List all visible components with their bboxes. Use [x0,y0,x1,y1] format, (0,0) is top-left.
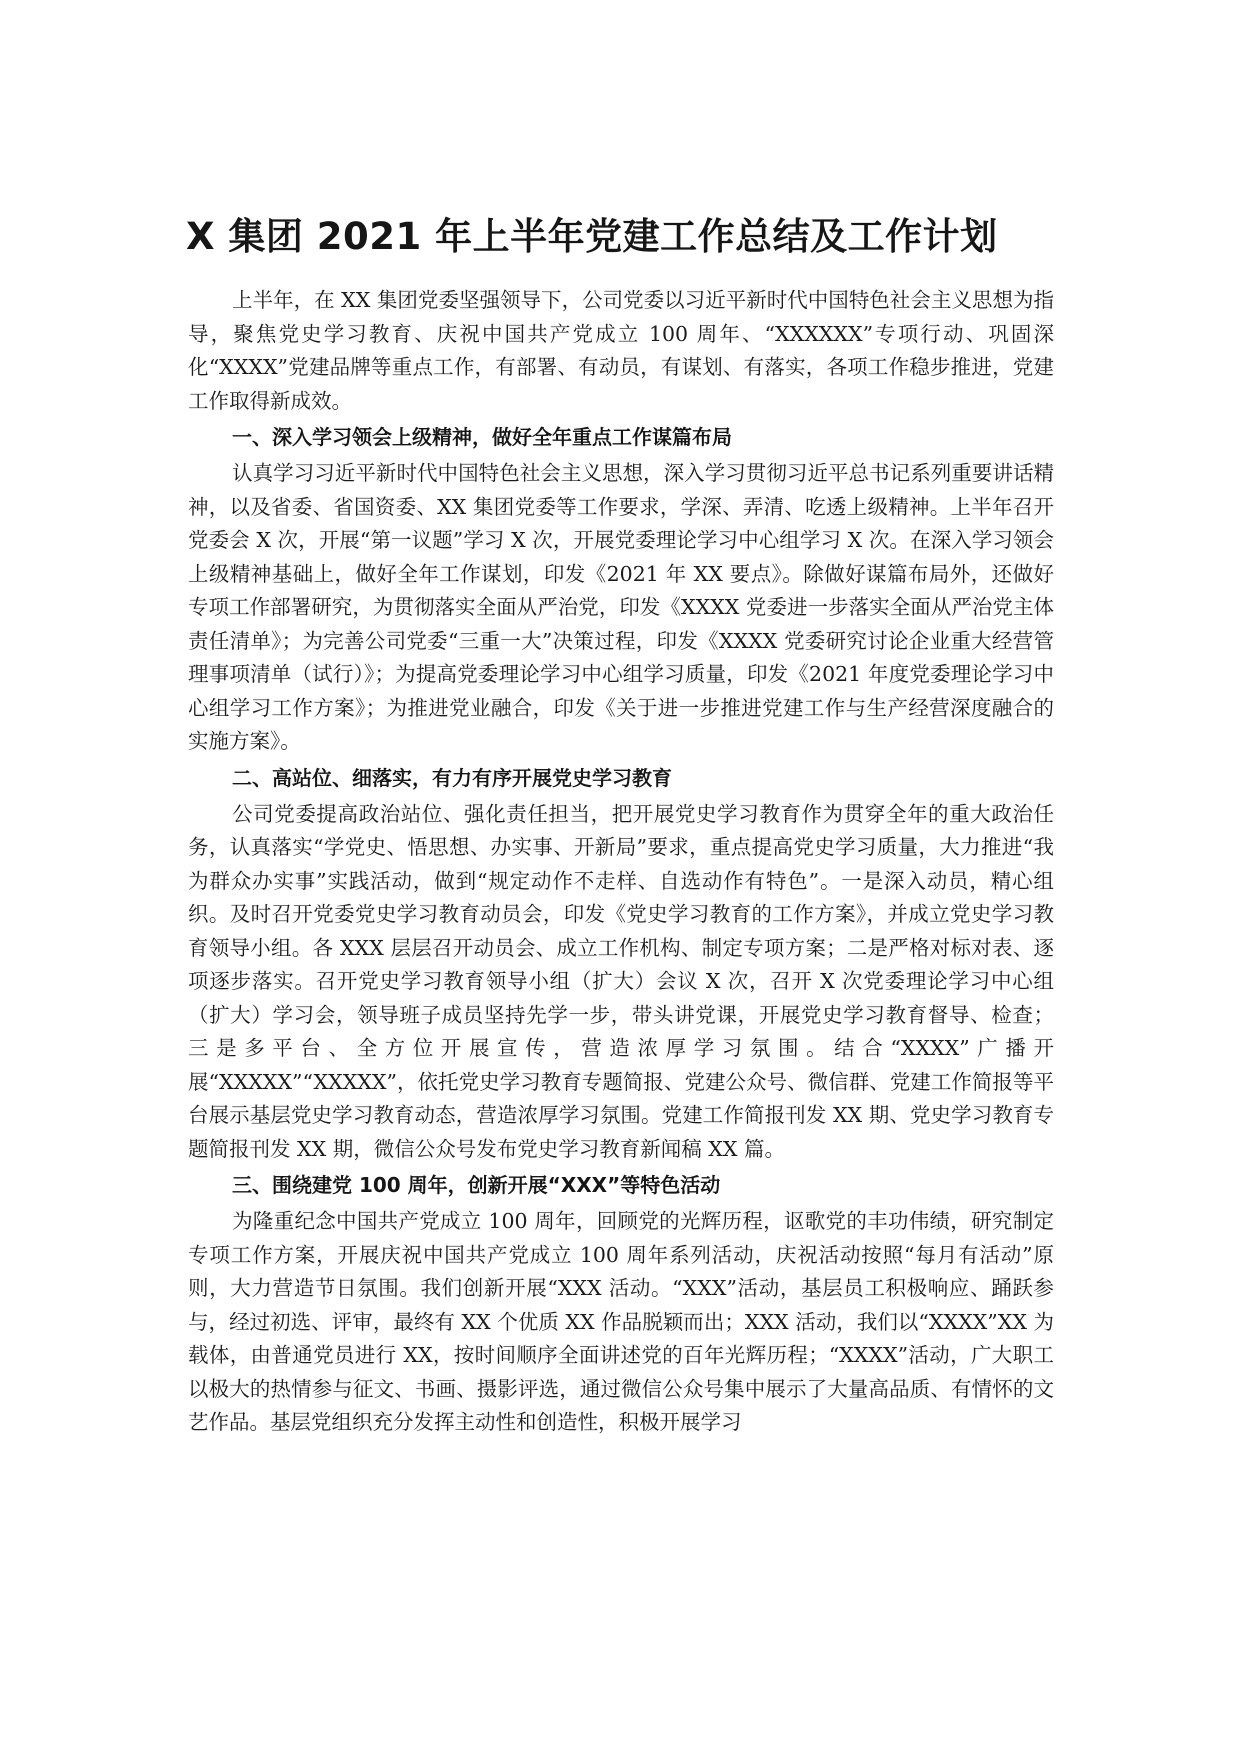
document-title: X 集团 2021 年上半年党建工作总结及工作计划 [186,215,998,258]
section-3-body: 为隆重纪念中国共产党成立 100 周年，回顾党的光辉历程，讴歌党的丰功伟绩，研究制定专项工作方案，开展庆祝中国共产党成立 100 周年系列活动，庆祝活动按照“每月有活动”原则，大力营造节日氛围。我们创新开展“XXX 活动。“XXX”活动，基层员工积极响应、踊跃参与，经过初选、评审，最终有 XX 个优质 XX 作品脱颖而出；XXX 活动，我们以“XXXX”XX 为载体，由普通党员进行 XX，按时间顺序全面讲述党的百年光辉历程；“XXXX”活动，广大职工以极大的热情参与征文、书画、摄影评选，通过微信公众号集中展示了大量高品质、有情怀的文艺作品。基层党组织充分发挥主动性和创造性，积极开展学习 [188,1209,1054,1434]
intro-paragraph: 上半年，在 XX 集团党委坚强领导下，公司党委以习近平新时代中国特色社会主义思想为指导，聚焦党史学习教育、庆祝中国共产党成立 100 周年、“XXXXXX”专项行动、巩固深化“XXXX”党建品牌等重点工作，有部署、有动员，有谋划、有落实，各项工作稳步推进，党建工作取得新成效。 [188,288,1054,413]
section-1-heading: 一、深入学习领会上级精神，做好全年重点工作谋篇布局 [232,425,732,449]
section-2-heading: 二、高站位、细落实，有力有序开展党史学习教育 [232,765,672,790]
section-2-body: 公司党委提高政治站位、强化责任担当，把开展党史学习教育作为贯穿全年的重大政治任务，认真落实“学党史、悟思想、办实事、开新局”要求，重点提高党史学习质量，大力推进“我为群众办实事”实践活动，做到“规定动作不走样、自选动作有特色”。一是深入动员，精心组织。及时召开党委党史学习教育动员会，印发《党史学习教育的工作方案》，并成立党史学习教育领导小组。各 XXX 层层召开动员会、成立工作机构、制定专项方案；二是严格对标对表、逐项逐步落实。召开党史学习教育领导小组（扩大）会议 X 次，召开 X 次党委理论学习中心组（扩大）学习会，领导班子成员坚持先学一步，带头讲党课，开展党史学习教育督导、检查； 三是多平台、全方位开展宣传，营造浓厚学习氛围。结合“XXXX”广播开展“XXXXX”“XXXXX”，依托党史学习教育专题简报、党建公众号、微信群、党建工作简报等平台展示基层党史学习教育动态，营造浓厚学习氛围。党建工作简报刊发 XX 期、党史学习教育专题简报刊发 XX 期，微信公众号发布党史学习教育新闻稿 XX 篇。 [188,801,1054,1161]
section-1-body: 认真学习习近平新时代中国特色社会主义思想，深入学习贯彻习近平总书记系列重要讲话精神，以及省委、省国资委、XX 集团党委等工作要求，学深、弄清、吃透上级精神。上半年召开党委会 X 次，开展“第一议题”学习 X 次，开展党委理论学习中心组学习 X 次。在深入学习领会上级精神基础上，做好全年工作谋划，印发《2021 年 XX 要点》。除做好谋篇布局外，还做好专项工作部署研究，为贯彻落实全面从严治党，印发《XXXX 党委进一步落实全面从严治党主体责任清单》；为完善公司党委“三重一大”决策过程，印发《XXXX 党委研究讨论企业重大经营管理事项清单（试行）》；为提高党委理论学习中心组学习质量，印发《2021 年度党委理论学习中心组学习工作方案》；为推进党业融合，印发《关于进一步推进党建工作与生产经营深度融合的实施方案》。 [188,461,1054,753]
section-3-heading: 三、围绕建党 100 周年，创新开展“XXX”等特色活动 [232,1173,721,1197]
document-page [188,212,1054,1440]
